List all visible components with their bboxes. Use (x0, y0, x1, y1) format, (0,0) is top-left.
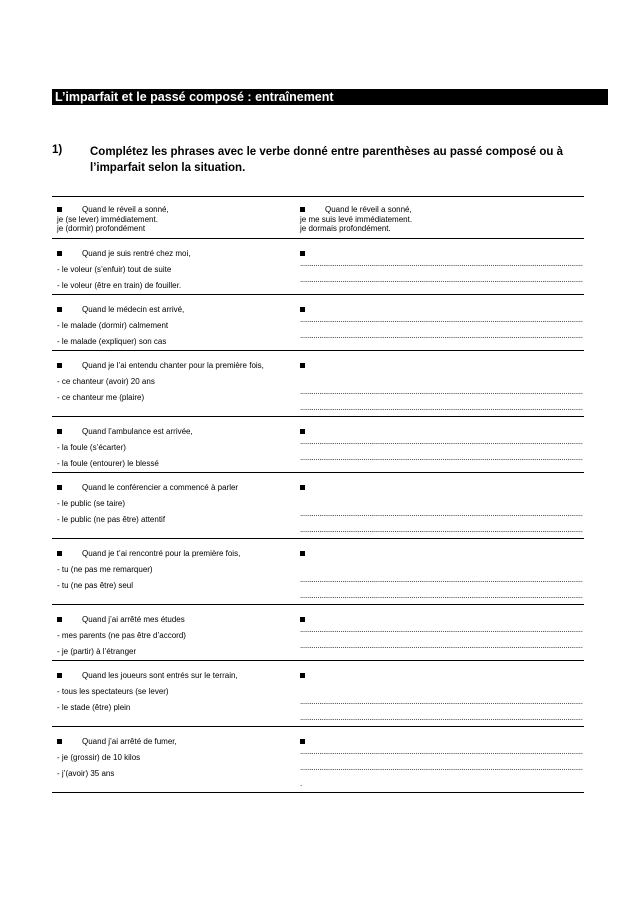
example-right-line: je me suis levé immédiatement. (300, 215, 413, 224)
prompt-cell (57, 417, 285, 472)
bullet-icon (57, 617, 62, 622)
table-row (52, 661, 584, 727)
prompt-line: - mes parents (ne pas être d’accord) (57, 631, 186, 640)
prompt-head: Quand je suis rentré chez moi, (82, 249, 191, 258)
prompt-line: - le malade (dormir) calmement (57, 321, 169, 330)
prompt-cell (57, 539, 285, 594)
answer-line[interactable]: ................................................................................................................................................... (300, 275, 583, 284)
answer-line[interactable]: ................................................................................................................................................... (300, 509, 583, 518)
answer-cell[interactable] (300, 417, 585, 466)
answer-line[interactable]: ................................................................................................................................................... (300, 315, 583, 324)
answer-line[interactable]: ................................................................................................................................................... (300, 697, 583, 706)
table-row (52, 473, 584, 539)
answer-line[interactable]: ................................................................................................................................................... (300, 641, 583, 650)
bullet-icon (57, 363, 62, 368)
page-title: L’imparfait et le passé composé : entraînement (52, 89, 608, 105)
answer-line[interactable]: ................................................................................................................................................... (300, 453, 583, 462)
prompt-cell (57, 605, 285, 660)
prompt-line: - ce chanteur me (plaire) (57, 393, 145, 402)
answer-cell[interactable] (300, 295, 585, 344)
answer-line[interactable]: ................................................................................................................................................... (300, 625, 583, 634)
example-left-line: je (dormir) profondément (57, 224, 146, 233)
prompt-cell (57, 727, 285, 782)
prompt-line: - le voleur (s’enfuir) tout de suite (57, 265, 172, 274)
answer-line[interactable]: ................................................................................................................................................... (300, 525, 583, 534)
answer-cell[interactable] (300, 727, 585, 792)
prompt-head: Quand les joueurs sont entrés sur le terrain, (82, 671, 238, 680)
bullet-icon (57, 207, 62, 212)
example-left (57, 197, 285, 233)
answer-line[interactable]: ................................................................................................................................................... (300, 387, 583, 396)
answer-line[interactable]: ................................................................................................................................................... (300, 259, 583, 268)
example-left-line: je (se lever) immédiatement. (57, 215, 158, 224)
prompt-head: Quand le médecin est arrivé, (82, 305, 185, 314)
answer-line[interactable]: ................................................................................................................................................... (300, 575, 583, 584)
table-row (52, 539, 584, 605)
prompt-head: Quand je l’ai entendu chanter pour la première fois, (82, 361, 264, 370)
prompt-line: - je (partir) à l’étranger (57, 647, 137, 656)
prompt-head: Quand l’ambulance est arrivée, (82, 427, 193, 436)
bullet-icon (300, 207, 305, 212)
example-right-head: Quand le réveil a sonné, (325, 205, 412, 214)
bullet-icon (57, 307, 62, 312)
answer-cell[interactable] (300, 239, 585, 288)
table-row (52, 351, 584, 417)
prompt-cell (57, 661, 285, 716)
prompt-cell (57, 351, 285, 406)
prompt-head: Quand j’ai arrêté mes études (82, 615, 185, 624)
prompt-line: - le public (se taire) (57, 499, 126, 508)
answer-dot: . (300, 779, 303, 788)
answer-cell[interactable] (300, 539, 585, 604)
bullet-icon (57, 485, 62, 490)
prompt-line: - tu (ne pas être) seul (57, 581, 134, 590)
answer-line[interactable]: ................................................................................................................................................... (300, 713, 583, 722)
answer-line[interactable]: ................................................................................................................................................... (300, 747, 583, 756)
bullet-icon (57, 429, 62, 434)
answer-line[interactable]: ................................................................................................................................................... (300, 763, 583, 772)
answer-line[interactable]: ................................................................................................................................................... (300, 437, 583, 446)
example-row (52, 196, 584, 239)
bullet-icon (57, 739, 62, 744)
prompt-line: - le voleur (être en train) de fouiller. (57, 281, 182, 290)
table-row (52, 239, 584, 295)
prompt-cell (57, 239, 285, 294)
table-row (52, 727, 584, 793)
prompt-head: Quand j’ai arrêté de fumer, (82, 737, 177, 746)
prompt-head: Quand le conférencier a commencé à parler (82, 483, 239, 492)
answer-line[interactable]: ................................................................................................................................................... (300, 403, 583, 412)
prompt-line: - tu (ne pas me remarquer) (57, 565, 153, 574)
bullet-icon (57, 673, 62, 678)
example-right-line: je dormais profondément. (300, 224, 391, 233)
example-left-head: Quand le réveil a sonné, (82, 205, 169, 214)
prompt-line: - le malade (expliquer) son cas (57, 337, 167, 346)
answer-cell[interactable] (300, 351, 585, 416)
prompt-line: - je (grossir) de 10 kilos (57, 753, 141, 762)
table-row (52, 605, 584, 661)
answer-cell[interactable] (300, 473, 585, 538)
bullet-icon (57, 551, 62, 556)
prompt-line: - le public (ne pas être) attentif (57, 515, 166, 524)
prompt-cell (57, 295, 285, 350)
instruction-text: Complétez les phrases avec le verbe donné entre parenthèses au passé composé ou à l’imparfait selon la situation. (90, 146, 563, 174)
prompt-line: - la foule (s’écarter) (57, 443, 126, 452)
table-row (52, 295, 584, 351)
table-row (52, 417, 584, 473)
answer-cell[interactable] (300, 661, 585, 726)
instruction-number: 1) (52, 144, 63, 156)
example-right (300, 197, 585, 233)
prompt-line: - ce chanteur (avoir) 20 ans (57, 377, 155, 386)
exercise-table (52, 196, 584, 793)
prompt-head: Quand je t’ai rencontré pour la première fois, (82, 549, 241, 558)
prompt-cell (57, 473, 285, 528)
bullet-icon (57, 251, 62, 256)
prompt-line: - la foule (entourer) le blessé (57, 459, 159, 468)
answer-line[interactable]: ................................................................................................................................................... (300, 331, 583, 340)
answer-cell[interactable] (300, 605, 585, 654)
answer-line[interactable]: ................................................................................................................................................... (300, 591, 583, 600)
prompt-line: - tous les spectateurs (se lever) (57, 687, 169, 696)
prompt-line: - j’(avoir) 35 ans (57, 769, 115, 778)
prompt-line: - le stade (être) plein (57, 703, 131, 712)
